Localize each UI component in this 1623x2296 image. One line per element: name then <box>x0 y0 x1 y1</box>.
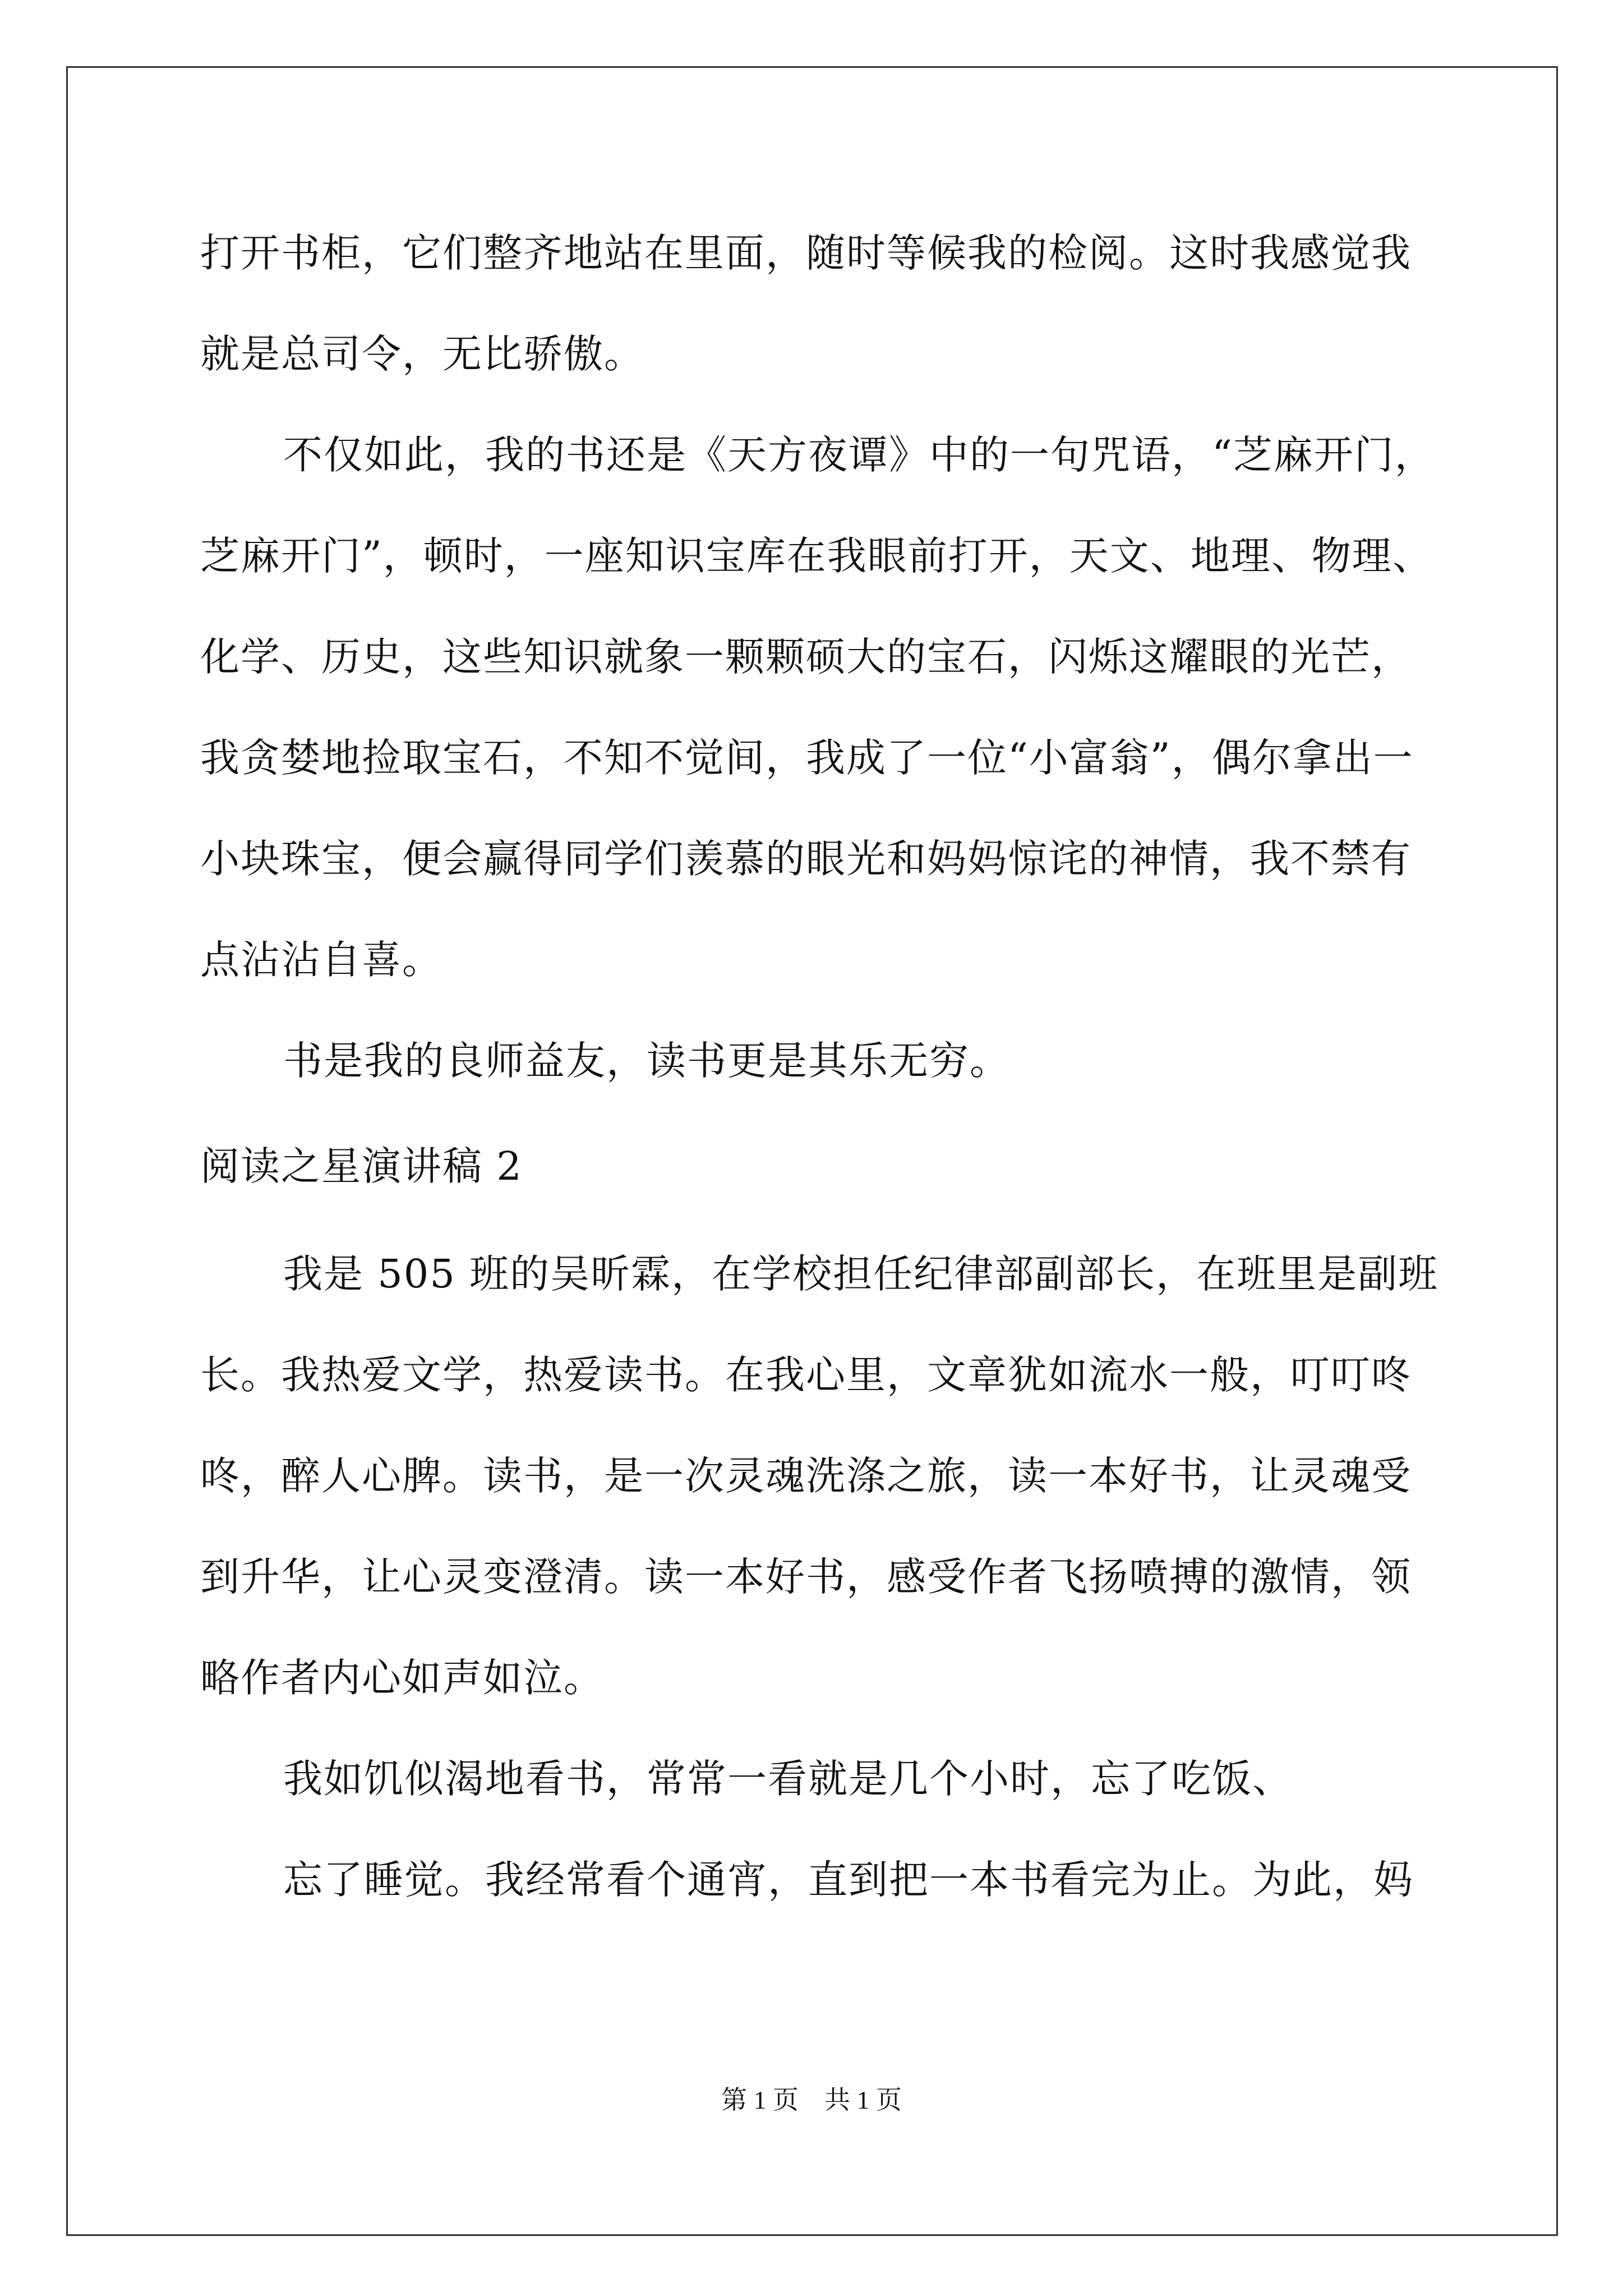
text-line: 书是我的良师益友，读书更是其乐无穷。 <box>283 1038 1010 1084</box>
text-line: 不仅如此，我的书还是《天方夜谭》中的一句咒语，“芝麻开门， <box>283 432 1435 478</box>
text-line: 长。我热爱文学，热爱读书。在我心里，文章犹如流水一般，叮叮咚 <box>200 1352 1412 1398</box>
text-line: 咚，醉人心脾。读书，是一次灵魂洗涤之旅，读一本好书，让灵魂受 <box>200 1453 1412 1499</box>
text-line: 就是总司令，无比骄傲。 <box>200 331 644 377</box>
text-line: 化学、历史，这些知识就象一颗颗硕大的宝石，闪烁这耀眼的光芒， <box>200 634 1412 680</box>
text-line: 到升华，让心灵变澄清。读一本好书，感受作者飞扬喷搏的激情，领 <box>200 1554 1412 1600</box>
text-line: 我贪婪地捡取宝石，不知不觉间，我成了一位“小富翁”，偶尔拿出一 <box>200 735 1414 781</box>
text-line: 芝麻开门”，顿时，一座知识宝库在我眼前打开，天文、地理、物理、 <box>200 533 1433 579</box>
text-line: 忘了睡觉。我经常看个通宵，直到把一本书看完为止。为此，妈 <box>283 1857 1414 1903</box>
text-line: 我如饥似渴地看书，常常一看就是几个小时，忘了吃饭、 <box>283 1756 1293 1802</box>
text-line: 我是 505 班的吴昕霖，在学校担任纪律部副部长，在班里是副班 <box>283 1251 1439 1297</box>
text-line: 点沾沾自喜。 <box>200 937 442 983</box>
text-line: 打开书柜，它们整齐地站在里面，随时等候我的检阅。这时我感觉我 <box>200 230 1412 276</box>
text-line: 小块珠宝，便会赢得同学们羡慕的眼光和妈妈惊诧的神情，我不禁有 <box>200 836 1412 882</box>
section-heading: 阅读之星演讲稿 2 <box>200 1143 523 1189</box>
text-line: 略作者内心如声如泣。 <box>200 1655 604 1701</box>
page-footer: 第 1 页 共 1 页 <box>721 2086 902 2114</box>
